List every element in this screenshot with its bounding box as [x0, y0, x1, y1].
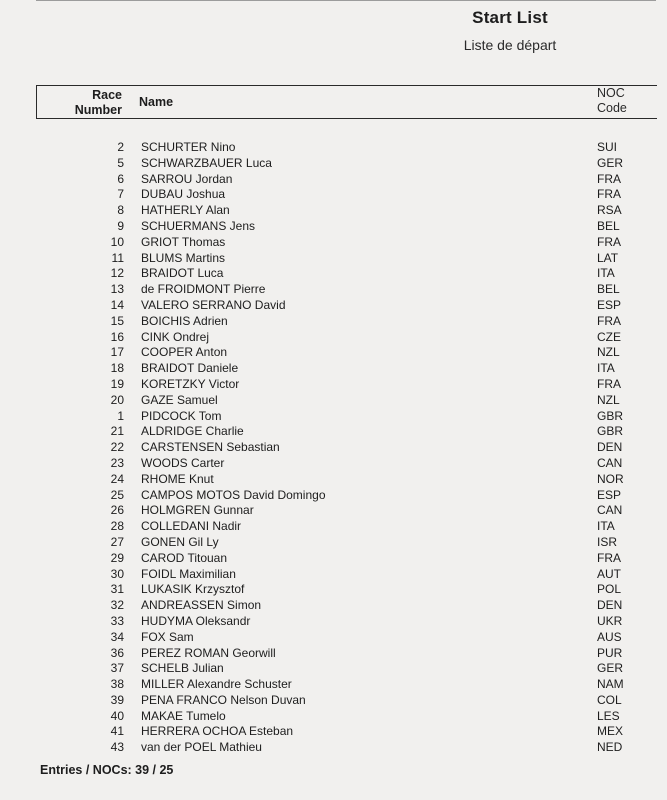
- race-header-line1: Race: [92, 88, 122, 102]
- race-number: 16: [110, 329, 124, 344]
- race-number: 1: [117, 408, 124, 423]
- race-number: 43: [110, 740, 124, 755]
- athlete-name: LUKASIK Krzysztof: [141, 582, 245, 597]
- noc-code: ITA: [597, 266, 615, 281]
- noc-code: ISR: [597, 534, 618, 549]
- athlete-name: FOIDL Maximilian: [141, 566, 236, 581]
- race-number: 40: [110, 708, 124, 723]
- athlete-name: PIDCOCK Tom: [141, 408, 222, 423]
- race-number: 34: [110, 629, 124, 644]
- entries-summary: Entries / NOCs: 39 / 25: [40, 763, 174, 777]
- table-row: [0, 314, 667, 330]
- table-row: [0, 598, 667, 614]
- table-row: [0, 393, 667, 409]
- athlete-name: SCHURTER Nino: [141, 140, 236, 154]
- race-number: 12: [110, 266, 124, 281]
- race-number: 6: [117, 171, 124, 186]
- race-number: 8: [117, 203, 124, 218]
- noc-code: GBR: [597, 424, 624, 439]
- athlete-name: PEREZ ROMAN Georwill: [141, 645, 276, 660]
- noc-code: FRA: [597, 550, 621, 565]
- race-number: 11: [111, 250, 124, 265]
- table-row: [0, 614, 667, 630]
- race-number: 20: [110, 392, 124, 407]
- athlete-name: BLUMS Martins: [141, 250, 226, 265]
- athlete-name: BOICHIS Adrien: [141, 313, 228, 328]
- noc-code: FRA: [597, 376, 621, 391]
- athlete-name: CAROD Titouan: [141, 550, 228, 565]
- noc-code: AUS: [597, 629, 622, 644]
- race-number: 7: [117, 187, 124, 202]
- noc-code: GBR: [597, 408, 624, 423]
- athlete-name: de FROIDMONT Pierre: [141, 282, 266, 297]
- race-number: 23: [110, 455, 124, 470]
- table-row: [0, 156, 667, 172]
- athlete-name: CAMPOS MOTOS David Domingo: [141, 487, 326, 502]
- noc-code: CAN: [597, 455, 623, 470]
- athlete-name: ALDRIDGE Charlie: [141, 424, 244, 439]
- table-row: [0, 693, 667, 709]
- table-row: [0, 298, 667, 314]
- athlete-name: RHOME Knut: [141, 471, 214, 486]
- table-row: [0, 535, 667, 551]
- table-row: [0, 235, 667, 251]
- table-row: [0, 140, 667, 156]
- race-number: 39: [110, 692, 124, 707]
- athlete-name: HUDYMA Oleksandr: [141, 613, 251, 628]
- noc-code: ESP: [597, 297, 622, 312]
- race-number: 13: [110, 282, 124, 297]
- athlete-name: WOODS Carter: [141, 455, 225, 470]
- noc-code: FRA: [597, 313, 621, 328]
- table-row: [0, 345, 667, 361]
- athlete-name: BRAIDOT Daniele: [141, 361, 239, 376]
- table-row: [0, 677, 667, 693]
- table-row: [0, 187, 667, 203]
- athlete-name: SCHUERMANS Jens: [141, 218, 256, 233]
- column-header-box: [36, 85, 657, 119]
- table-row: [0, 630, 667, 646]
- noc-code: AUT: [597, 566, 621, 581]
- race-number: 31: [110, 582, 124, 597]
- race-number: 25: [110, 487, 124, 502]
- column-header-race-number: [40, 88, 122, 118]
- race-header-line2: Number: [74, 103, 122, 117]
- athlete-name: HERRERA OCHOA Esteban: [141, 724, 294, 739]
- noc-code: UKR: [597, 613, 623, 628]
- race-number: 32: [110, 598, 124, 613]
- noc-code: NAM: [597, 677, 624, 692]
- table-row: [0, 219, 667, 235]
- noc-code: LES: [597, 708, 620, 723]
- athlete-name: ANDREASSEN Simon: [141, 598, 262, 613]
- athlete-name: COOPER Anton: [141, 345, 228, 360]
- athlete-name: DUBAU Joshua: [141, 187, 226, 202]
- athlete-name: SCHWARZBAUER Luca: [141, 155, 272, 170]
- race-number: 21: [110, 424, 124, 439]
- column-header-name: Name: [139, 95, 174, 109]
- noc-code: GER: [597, 155, 624, 170]
- noc-code: CZE: [597, 329, 621, 344]
- start-list-table: [0, 140, 667, 756]
- table-row: [0, 646, 667, 662]
- noc-code: ESP: [597, 487, 622, 502]
- race-number: 37: [110, 661, 124, 676]
- table-row: [0, 661, 667, 677]
- table-row: [0, 424, 667, 440]
- race-number: 38: [110, 677, 124, 692]
- athlete-name: SCHELB Julian: [141, 661, 224, 676]
- table-row: [0, 282, 667, 298]
- noc-code: MEX: [597, 724, 624, 739]
- athlete-name: GONEN Gil Ly: [141, 534, 219, 549]
- race-number: 17: [110, 345, 124, 360]
- noc-code: BEL: [597, 282, 620, 297]
- noc-header-line2: Code: [597, 101, 627, 115]
- noc-header-line1: NOC: [597, 86, 625, 100]
- noc-code: FRA: [597, 171, 621, 186]
- race-number: 14: [110, 297, 124, 312]
- table-row: [0, 251, 667, 267]
- noc-code: DEN: [597, 598, 623, 613]
- table-row: [0, 361, 667, 377]
- table-row: [0, 330, 667, 346]
- page-subtitle: Liste de départ: [463, 37, 557, 53]
- table-row: [0, 409, 667, 425]
- race-number: 2: [117, 140, 124, 154]
- race-number: 18: [110, 361, 124, 376]
- table-row: [0, 724, 667, 740]
- athlete-name: BRAIDOT Luca: [141, 266, 224, 281]
- race-number: 36: [110, 645, 124, 660]
- column-header-noc-code: [597, 86, 627, 116]
- noc-code: CAN: [597, 503, 623, 518]
- table-row: [0, 440, 667, 456]
- race-number: 19: [110, 376, 124, 391]
- noc-code: COL: [597, 692, 622, 707]
- race-number: 41: [110, 724, 124, 739]
- race-number: 24: [110, 471, 124, 486]
- athlete-name: CINK Ondrej: [141, 329, 210, 344]
- page-title: Start List: [472, 8, 548, 27]
- race-number: 27: [110, 534, 124, 549]
- noc-code: BEL: [597, 218, 620, 233]
- athlete-name: PENA FRANCO Nelson Duvan: [141, 692, 306, 707]
- noc-code: LAT: [597, 250, 619, 265]
- table-row: [0, 172, 667, 188]
- top-rule: [36, 0, 656, 1]
- noc-code: SUI: [597, 140, 618, 154]
- race-number: 15: [110, 313, 124, 328]
- noc-code: DEN: [597, 440, 623, 455]
- table-row: [0, 551, 667, 567]
- athlete-name: COLLEDANI Nadir: [141, 519, 242, 534]
- noc-code: RSA: [597, 203, 622, 218]
- table-row: [0, 472, 667, 488]
- table-row: [0, 740, 667, 756]
- noc-code: POL: [597, 582, 622, 597]
- table-row: [0, 456, 667, 472]
- table-row: [0, 519, 667, 535]
- table-row: [0, 377, 667, 393]
- noc-code: NED: [597, 740, 623, 755]
- noc-code: ITA: [597, 361, 615, 376]
- table-row: [0, 503, 667, 519]
- athlete-name: VALERO SERRANO David: [141, 297, 286, 312]
- race-number: 29: [110, 550, 124, 565]
- noc-code: ITA: [597, 519, 615, 534]
- race-number: 10: [110, 234, 124, 249]
- noc-code: FRA: [597, 187, 621, 202]
- athlete-name: MAKAE Tumelo: [141, 708, 226, 723]
- race-number: 9: [117, 218, 124, 233]
- athlete-name: MILLER Alexandre Schuster: [141, 677, 292, 692]
- athlete-name: KORETZKY Victor: [141, 376, 240, 391]
- table-row: [0, 709, 667, 725]
- athlete-name: FOX Sam: [141, 629, 194, 644]
- race-number: 33: [110, 613, 124, 628]
- race-number: 28: [110, 519, 124, 534]
- noc-code: NZL: [597, 345, 620, 360]
- table-row: [0, 266, 667, 282]
- athlete-name: van der POEL Mathieu: [141, 740, 262, 755]
- athlete-name: GRIOT Thomas: [141, 234, 226, 249]
- race-number: 22: [110, 440, 124, 455]
- table-row: [0, 582, 667, 598]
- table-row: [0, 488, 667, 504]
- race-number: 5: [117, 155, 124, 170]
- noc-code: NOR: [597, 471, 624, 486]
- noc-code: GER: [597, 661, 624, 676]
- table-row: [0, 567, 667, 583]
- table-row: [0, 203, 667, 219]
- athlete-name: CARSTENSEN Sebastian: [141, 440, 280, 455]
- athlete-name: HOLMGREN Gunnar: [141, 503, 254, 518]
- athlete-name: HATHERLY Alan: [141, 203, 230, 218]
- noc-code: PUR: [597, 645, 623, 660]
- race-number: 26: [110, 503, 124, 518]
- race-number: 30: [110, 566, 124, 581]
- athlete-name: GAZE Samuel: [141, 392, 218, 407]
- athlete-name: SARROU Jordan: [141, 171, 233, 186]
- noc-code: NZL: [597, 392, 620, 407]
- noc-code: FRA: [597, 234, 621, 249]
